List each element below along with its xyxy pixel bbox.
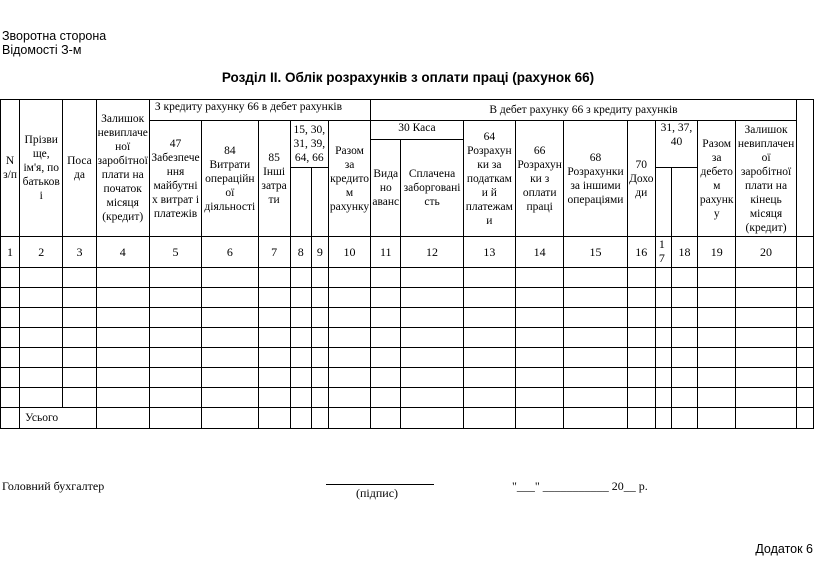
table-cell bbox=[311, 288, 328, 308]
table-cell bbox=[736, 288, 796, 308]
col-header-31-37-40: 31, 37, 40 bbox=[655, 121, 697, 168]
table-cell bbox=[96, 268, 149, 288]
table-cell bbox=[698, 348, 736, 368]
table-cell bbox=[20, 308, 63, 328]
table-row bbox=[1, 388, 814, 408]
col-header-70: 70 Доходи bbox=[627, 121, 655, 237]
table-cell bbox=[401, 268, 463, 288]
col-header-debit-total: Разом за дебетом рахунку bbox=[698, 121, 736, 237]
table-cell bbox=[1, 288, 20, 308]
table-cell bbox=[698, 328, 736, 348]
table-cell bbox=[671, 328, 697, 348]
table-cell bbox=[149, 288, 201, 308]
table-cell bbox=[516, 268, 564, 288]
table-cell bbox=[258, 348, 290, 368]
table-cell bbox=[1, 388, 20, 408]
column-number: 14 bbox=[516, 237, 564, 268]
table-cell bbox=[564, 408, 627, 429]
table-cell bbox=[516, 348, 564, 368]
table-cell bbox=[63, 348, 96, 368]
table-cell bbox=[258, 308, 290, 328]
sub-cell bbox=[655, 168, 671, 237]
table-cell bbox=[655, 268, 671, 288]
table-cell bbox=[796, 408, 813, 429]
table-cell bbox=[311, 348, 328, 368]
column-number: 1 bbox=[1, 237, 20, 268]
table-cell bbox=[63, 388, 96, 408]
table-cell bbox=[63, 368, 96, 388]
table-cell bbox=[796, 268, 813, 288]
table-cell bbox=[796, 328, 813, 348]
table-cell bbox=[290, 368, 311, 388]
col-header-position: Посада bbox=[63, 100, 96, 237]
table-cell bbox=[311, 408, 328, 429]
col-header-84: 84 Витрати операційної діяльності bbox=[202, 121, 258, 237]
section-title: Розділ II. Облік розрахунків з оплати праці (рахунок 66) bbox=[221, 70, 595, 85]
table-cell bbox=[371, 268, 401, 288]
table-cell bbox=[371, 408, 401, 429]
table-cell bbox=[796, 388, 813, 408]
table-cell bbox=[202, 308, 258, 328]
table-cell bbox=[463, 408, 515, 429]
col-header-opening-balance: Залишок невиплаченої заробітної плати на початок місяця (кредит) bbox=[96, 100, 149, 237]
table-row bbox=[1, 308, 814, 328]
spare-cell bbox=[796, 237, 813, 268]
table-cell bbox=[290, 408, 311, 429]
table-cell bbox=[655, 328, 671, 348]
chief-accountant-label: Головний бухгалтер bbox=[2, 479, 105, 493]
table-cell bbox=[1, 368, 20, 388]
table-cell bbox=[96, 288, 149, 308]
table-cell bbox=[96, 368, 149, 388]
table-cell bbox=[371, 308, 401, 328]
table-cell bbox=[328, 368, 370, 388]
table-cell bbox=[96, 308, 149, 328]
table-cell bbox=[371, 288, 401, 308]
table-cell bbox=[671, 268, 697, 288]
table-cell bbox=[202, 368, 258, 388]
table-cell bbox=[311, 308, 328, 328]
table-cell bbox=[401, 348, 463, 368]
table-cell bbox=[63, 308, 96, 328]
column-number: 12 bbox=[401, 237, 463, 268]
table-cell bbox=[202, 288, 258, 308]
table-cell bbox=[96, 328, 149, 348]
form-code-label: Відомості З-м bbox=[2, 43, 82, 57]
column-number: 17 bbox=[655, 237, 671, 268]
table-cell bbox=[258, 388, 290, 408]
total-row bbox=[1, 408, 814, 429]
column-number: 15 bbox=[564, 237, 627, 268]
signature-caption: (підпис) bbox=[356, 486, 399, 500]
col-header-66: 66 Розрахунки з оплати праці bbox=[516, 121, 564, 237]
table-cell bbox=[290, 268, 311, 288]
table-cell bbox=[149, 308, 201, 328]
table-cell bbox=[371, 348, 401, 368]
table-cell bbox=[463, 388, 515, 408]
col-header-name: Прізвище, ім'я, по батькові bbox=[20, 100, 63, 237]
table-cell bbox=[258, 268, 290, 288]
table-cell bbox=[290, 388, 311, 408]
table-cell bbox=[627, 348, 655, 368]
table-cell bbox=[401, 288, 463, 308]
table-row bbox=[1, 348, 814, 368]
table-cell bbox=[1, 308, 20, 328]
table-cell bbox=[516, 408, 564, 429]
table-cell bbox=[258, 328, 290, 348]
col-header-30-cash: 30 Каса bbox=[371, 121, 464, 140]
table-cell bbox=[202, 348, 258, 368]
table-cell bbox=[463, 288, 515, 308]
spare-column bbox=[796, 100, 813, 237]
table-cell bbox=[516, 328, 564, 348]
table-cell bbox=[698, 308, 736, 328]
table-cell bbox=[1, 328, 20, 348]
table-cell bbox=[671, 308, 697, 328]
table-cell bbox=[258, 408, 290, 429]
table-cell bbox=[564, 388, 627, 408]
column-number: 7 bbox=[258, 237, 290, 268]
table-cell bbox=[149, 388, 201, 408]
table-row bbox=[1, 368, 814, 388]
table-cell bbox=[627, 268, 655, 288]
table-cell bbox=[20, 268, 63, 288]
table-cell bbox=[328, 348, 370, 368]
table-cell bbox=[401, 408, 463, 429]
col-header-credit-total: Разом за кредитом рахунку bbox=[328, 121, 370, 237]
column-number: 16 bbox=[627, 237, 655, 268]
col-header-15-30: 15, 30, 31, 39, 64, 66 bbox=[290, 121, 328, 168]
table-cell bbox=[564, 308, 627, 328]
table-cell bbox=[149, 368, 201, 388]
table-cell bbox=[328, 308, 370, 328]
column-number: 10 bbox=[328, 237, 370, 268]
table-cell bbox=[736, 328, 796, 348]
column-number-row bbox=[1, 237, 814, 268]
table-cell bbox=[463, 328, 515, 348]
table-row bbox=[1, 328, 814, 348]
table-cell bbox=[328, 388, 370, 408]
col-header-68: 68 Розрахунки за іншими операціями bbox=[564, 121, 627, 237]
table-cell bbox=[627, 328, 655, 348]
column-number: 18 bbox=[671, 237, 697, 268]
table-cell bbox=[258, 288, 290, 308]
table-cell bbox=[655, 308, 671, 328]
table-cell bbox=[671, 348, 697, 368]
table-cell bbox=[463, 348, 515, 368]
ledger-body bbox=[1, 268, 814, 408]
column-number: 19 bbox=[698, 237, 736, 268]
total-label: Усього bbox=[20, 408, 96, 429]
table-cell bbox=[736, 308, 796, 328]
column-number: 20 bbox=[736, 237, 796, 268]
table-cell bbox=[463, 368, 515, 388]
table-cell bbox=[736, 388, 796, 408]
table-cell bbox=[328, 328, 370, 348]
table-cell bbox=[655, 288, 671, 308]
table-cell bbox=[627, 368, 655, 388]
table-cell bbox=[671, 288, 697, 308]
column-number: 13 bbox=[463, 237, 515, 268]
column-number: 9 bbox=[311, 237, 328, 268]
table-cell bbox=[736, 368, 796, 388]
group-header-credit: З кредиту рахунку 66 в дебет рахунків bbox=[149, 100, 370, 121]
table-cell bbox=[564, 368, 627, 388]
table-cell bbox=[311, 328, 328, 348]
column-number: 2 bbox=[20, 237, 63, 268]
table-cell bbox=[149, 268, 201, 288]
table-cell bbox=[564, 288, 627, 308]
table-cell bbox=[290, 308, 311, 328]
table-cell bbox=[96, 408, 149, 429]
table-cell bbox=[698, 368, 736, 388]
table-cell bbox=[401, 308, 463, 328]
table-cell bbox=[655, 348, 671, 368]
table-cell bbox=[796, 308, 813, 328]
table-cell bbox=[290, 328, 311, 348]
table-cell bbox=[736, 348, 796, 368]
table-cell bbox=[311, 268, 328, 288]
table-cell bbox=[1, 408, 20, 429]
table-cell bbox=[149, 408, 201, 429]
appendix-label: Додаток 6 bbox=[755, 542, 813, 556]
table-cell bbox=[796, 368, 813, 388]
table-cell bbox=[20, 328, 63, 348]
table-cell bbox=[796, 288, 813, 308]
table-cell bbox=[698, 288, 736, 308]
table-cell bbox=[463, 308, 515, 328]
table-cell bbox=[371, 368, 401, 388]
table-cell bbox=[96, 348, 149, 368]
table-row bbox=[1, 268, 814, 288]
table-cell bbox=[328, 268, 370, 288]
table-cell bbox=[516, 288, 564, 308]
column-number: 4 bbox=[96, 237, 149, 268]
table-row bbox=[1, 288, 814, 308]
column-number: 8 bbox=[290, 237, 311, 268]
table-cell bbox=[20, 368, 63, 388]
table-cell bbox=[1, 268, 20, 288]
table-cell bbox=[516, 388, 564, 408]
col-header-advance: Видано аванс bbox=[371, 140, 401, 237]
table-cell bbox=[20, 288, 63, 308]
date-field: "___" ___________ 20__ р. bbox=[512, 479, 648, 493]
table-cell bbox=[202, 408, 258, 429]
table-cell bbox=[290, 288, 311, 308]
table-cell bbox=[671, 408, 697, 429]
col-header-debt-paid: Сплачена заборгованість bbox=[401, 140, 463, 237]
table-cell bbox=[328, 408, 370, 429]
table-cell bbox=[311, 368, 328, 388]
table-cell bbox=[671, 388, 697, 408]
col-header-64: 64 Розрахунки за податками й платежами bbox=[463, 121, 515, 237]
table-cell bbox=[290, 348, 311, 368]
table-cell bbox=[63, 328, 96, 348]
table-cell bbox=[401, 388, 463, 408]
column-number: 11 bbox=[371, 237, 401, 268]
table-cell bbox=[516, 308, 564, 328]
table-cell bbox=[202, 388, 258, 408]
group-header-debit: В дебет рахунку 66 з кредиту рахунків bbox=[371, 100, 797, 121]
col-header-closing-balance: Залишок невиплаченої заробітної плати на кінець місяця (кредит) bbox=[736, 121, 796, 237]
table-cell bbox=[796, 348, 813, 368]
table-cell bbox=[698, 388, 736, 408]
table-cell bbox=[1, 348, 20, 368]
table-cell bbox=[401, 368, 463, 388]
col-header-no: N з/п bbox=[1, 100, 20, 237]
table-cell bbox=[627, 308, 655, 328]
col-header-47: 47 Забезпечення майбутніх витрат і платежів bbox=[149, 121, 201, 237]
table-cell bbox=[655, 388, 671, 408]
sub-cell bbox=[671, 168, 697, 237]
table-cell bbox=[627, 288, 655, 308]
table-cell bbox=[564, 328, 627, 348]
table-cell bbox=[311, 388, 328, 408]
table-cell bbox=[63, 288, 96, 308]
table-cell bbox=[202, 328, 258, 348]
signature-line bbox=[326, 484, 434, 485]
table-cell bbox=[96, 388, 149, 408]
column-number: 3 bbox=[63, 237, 96, 268]
table-cell bbox=[202, 268, 258, 288]
table-cell bbox=[698, 268, 736, 288]
table-cell bbox=[627, 388, 655, 408]
table-cell bbox=[736, 408, 796, 429]
table-cell bbox=[564, 348, 627, 368]
sub-cell bbox=[290, 168, 311, 237]
table-cell bbox=[149, 328, 201, 348]
table-cell bbox=[20, 348, 63, 368]
table-cell bbox=[401, 328, 463, 348]
form-side-label: Зворотна сторона bbox=[2, 29, 107, 43]
table-cell bbox=[63, 268, 96, 288]
table-cell bbox=[20, 388, 63, 408]
table-cell bbox=[671, 368, 697, 388]
table-cell bbox=[149, 348, 201, 368]
table-cell bbox=[655, 408, 671, 429]
table-cell bbox=[516, 368, 564, 388]
table-cell bbox=[258, 368, 290, 388]
column-number: 5 bbox=[149, 237, 201, 268]
table-cell bbox=[655, 368, 671, 388]
table-cell bbox=[627, 408, 655, 429]
sub-cell bbox=[311, 168, 328, 237]
table-cell bbox=[371, 328, 401, 348]
table-cell bbox=[564, 268, 627, 288]
col-header-85: 85 Інші затрати bbox=[258, 121, 290, 237]
table-cell bbox=[463, 268, 515, 288]
table-cell bbox=[371, 388, 401, 408]
payroll-ledger-table bbox=[0, 99, 814, 429]
table-cell bbox=[328, 288, 370, 308]
column-number: 6 bbox=[202, 237, 258, 268]
table-cell bbox=[698, 408, 736, 429]
table-cell bbox=[736, 268, 796, 288]
